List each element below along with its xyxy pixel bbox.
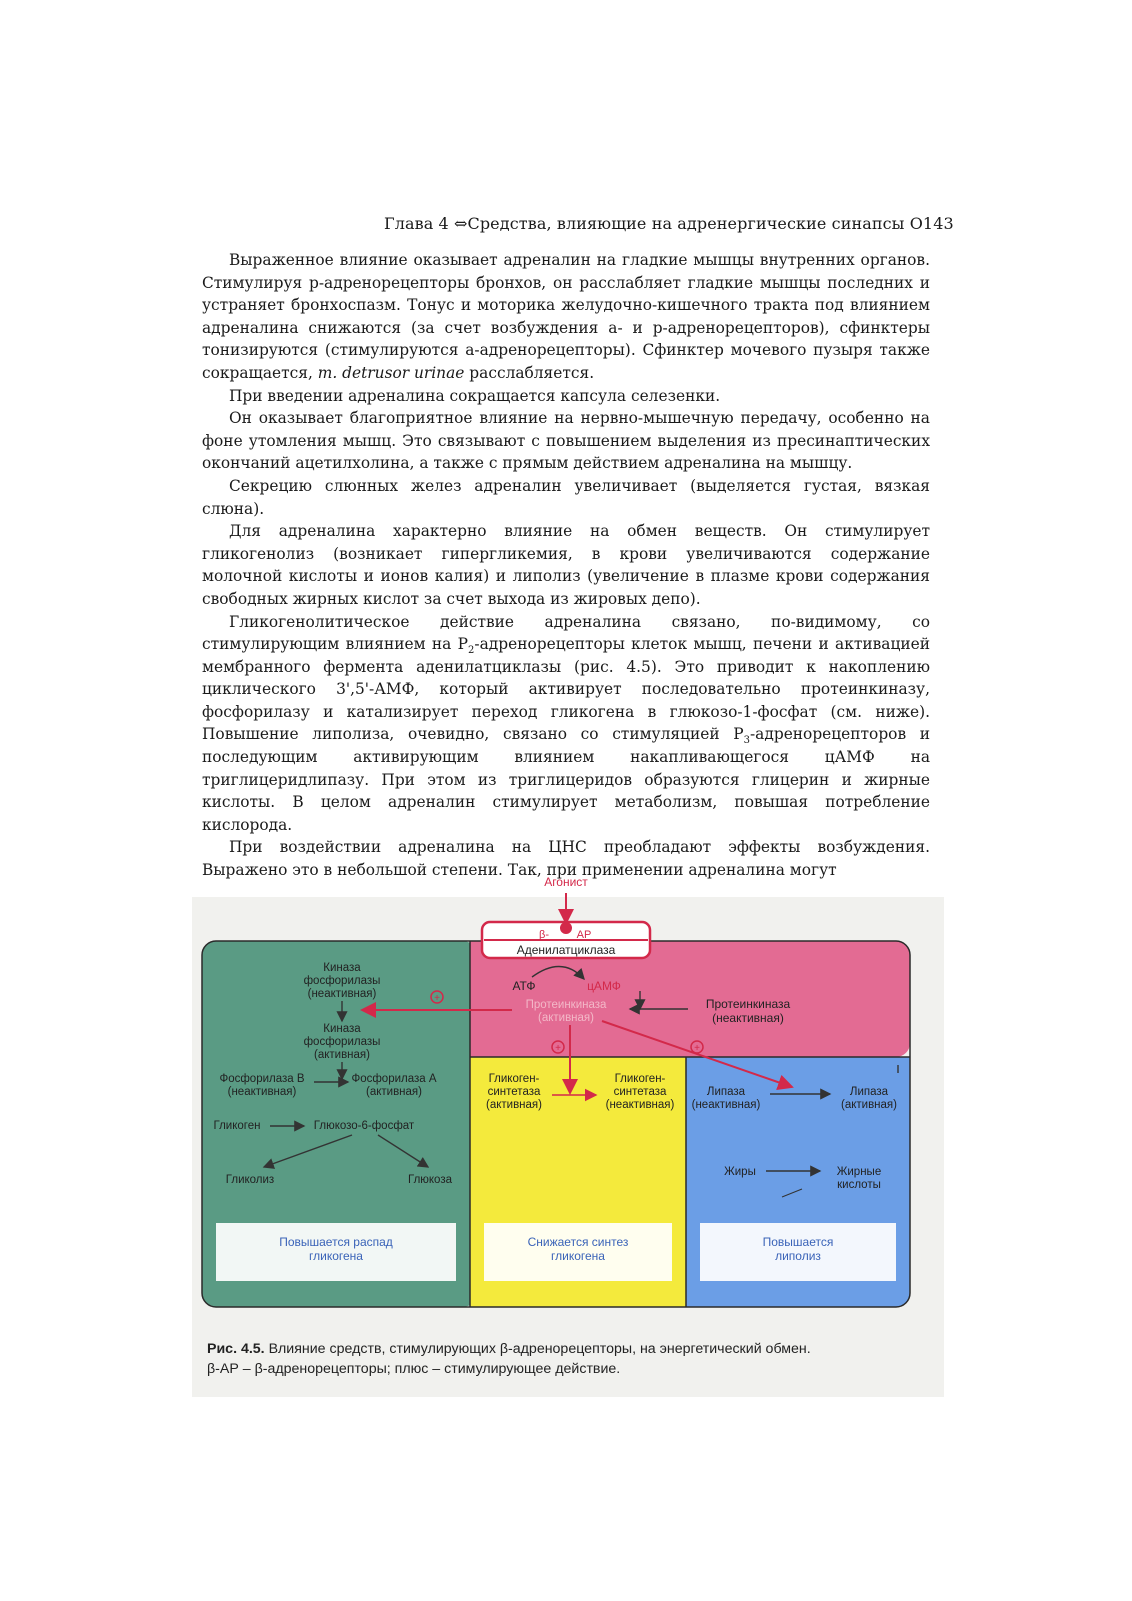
svg-text:(неактивная): (неактивная) xyxy=(307,988,377,1000)
svg-text:(неактивная): (неактивная) xyxy=(227,1086,297,1098)
svg-text:синтетаза: синтетаза xyxy=(487,1086,541,1098)
paragraph: Секрецию слюнных желез адреналин увеличивает (выделяется густая, вязкая слюна). xyxy=(202,476,930,518)
body-text xyxy=(202,249,930,882)
paragraph: При введении адреналина сокращается капсула селезенки. xyxy=(229,386,721,405)
beta-ar-label: β- xyxy=(539,929,549,941)
paragraph: Он оказывает благоприятное влияние на нервно-мышечную передачу, особенно на фоне утомления мышц. Это связывают с повышением выделения из пресинаптических окончаний ацетилхолина, а также с прямым действием адреналина на мышцу. xyxy=(202,409,930,473)
kinase-active: Киназа xyxy=(323,1023,361,1035)
plus-icon: + xyxy=(434,993,440,1004)
phosphorylase-b: Фосфорилаза В xyxy=(219,1073,305,1085)
figure-4-5 xyxy=(192,875,944,1397)
protein-kinase-active: Протеинкиназа xyxy=(525,999,607,1011)
glycogen-synthase-active: Гликоген- xyxy=(488,1073,540,1085)
fats-label: Жиры xyxy=(724,1166,756,1178)
svg-text:(неактивная): (неактивная) xyxy=(712,1011,784,1025)
adenylate-cyclase-label: Аденилатциклаза xyxy=(516,943,616,957)
glycogen-synthase-inactive: Гликоген- xyxy=(614,1073,666,1085)
svg-text:(неактивная): (неактивная) xyxy=(605,1099,675,1111)
paragraph: Выраженное влияние оказывает адреналин на гладкие мышцы внутренних органов. Стимулируя р-адренорецепторы бронхов, он расслабляет гладкие мышцы последних и устраняет бронхоспазм. Тонус и моторика желудочно-кишечного тракта под влиянием адреналина снижаются (за счет возбуждения а- и р-адренорецепторов), сфинктеры тонизируются (стимулируются а-адренорецепторы). Сфинктер мочевого пузыря также сокращается, m. detrusor urinae расслабляется. xyxy=(202,251,930,382)
lipase-inactive: Липаза xyxy=(706,1086,746,1098)
fatty-acids-label: Жирные xyxy=(836,1166,882,1178)
page-header: Глава 4 ⇔Средства, влияющие на адренергические синапсы O143 xyxy=(384,214,954,233)
svg-text:синтетаза: синтетаза xyxy=(613,1086,667,1098)
svg-text:(активная): (активная) xyxy=(538,1012,594,1024)
paragraph: При воздействии адреналина на ЦНС преобладают эффекты возбуждения. Выражено это в небольшой степени. Так, при применении адреналина могут xyxy=(202,838,930,880)
yellow-summary: Снижается синтез xyxy=(527,1235,629,1249)
figure-caption: Рис. 4.5. Влияние средств, стимулирующих β-адренорецепторы, на энергетический обмен. β-АР – β-адренорецепторы; плюс – стимулирующее действие. xyxy=(207,1341,811,1377)
svg-text:(активная): (активная) xyxy=(314,1049,370,1061)
protein-kinase-inactive: Протеинкиназа xyxy=(705,997,791,1011)
atf-label: АТФ xyxy=(512,979,536,993)
paragraph: Гликогенолитическое действие адреналина связано, по-видимому, со стимулирующим влиянием на $Р_2$-адренорецепторы клеток мышц, печени и активацией мембранного фермента аденилатциклазы (рис. 4.5). Это приводит к накоплению циклического 3',5'-АМФ, который активирует последовательно протеинкиназу, фосфорилазу и катализирует переход гликогена в глюкозо-1-фосфат (см. ниже). Повышение липолиза, очевидно, связано со стимуляцией $Р_3$-адренорецепторов и последующим активирующим влиянием накапливающегося цАМФ на триглицеридлипазу. При этом из триглицеридов образуются глицерин и жирные кислоты. В целом адреналин стимулирует метаболизм, повышая потребление кислорода. xyxy=(202,612,930,834)
pathway-diagram xyxy=(192,875,944,1337)
plus-icon: + xyxy=(555,1043,561,1054)
svg-text:фосфорилазы: фосфорилазы xyxy=(303,975,381,987)
glycolysis-label: Гликолиз xyxy=(225,1174,275,1186)
glycogen-label: Гликоген xyxy=(213,1120,261,1132)
svg-text:(активная): (активная) xyxy=(366,1086,422,1098)
plus-icon: + xyxy=(694,1043,700,1054)
svg-text:кислоты: кислоты xyxy=(837,1179,881,1191)
svg-text:(неактивная): (неактивная) xyxy=(691,1099,761,1111)
svg-text:(активная): (активная) xyxy=(486,1099,542,1111)
svg-text:липолиз: липолиз xyxy=(775,1249,821,1263)
beta-ar-label-2: АР xyxy=(576,929,592,941)
g6p-label: Глюкозо-6-фосфат xyxy=(313,1120,415,1132)
receptor-icon xyxy=(560,922,572,934)
svg-text:гликогена: гликогена xyxy=(551,1249,605,1263)
green-summary: Повышается распад xyxy=(279,1235,393,1249)
phosphorylase-a: Фосфорилаза А xyxy=(351,1073,437,1085)
svg-text:гликогена: гликогена xyxy=(309,1249,363,1263)
paragraph: Для адреналина характерно влияние на обмен веществ. Он стимулирует гликогенолиз (возникает гипергликемия, в крови увеличиваются содержание молочной кислоты и ионов калия) и липолиз (увеличение в плазме крови содержания свободных жирных кислот за счет выхода из жировых депо). xyxy=(202,522,930,608)
svg-text:фосфорилазы: фосфорилазы xyxy=(303,1036,381,1048)
glucose-label: Глюкоза xyxy=(407,1174,453,1186)
svg-text:(активная): (активная) xyxy=(841,1099,897,1111)
lipase-active: Липаза xyxy=(849,1086,889,1098)
kinase-inactive: Киназа xyxy=(323,962,361,974)
camp-label: цАМФ xyxy=(587,979,621,993)
agonist-label: Агонист xyxy=(544,875,588,889)
blue-summary: Повышается xyxy=(762,1235,834,1249)
